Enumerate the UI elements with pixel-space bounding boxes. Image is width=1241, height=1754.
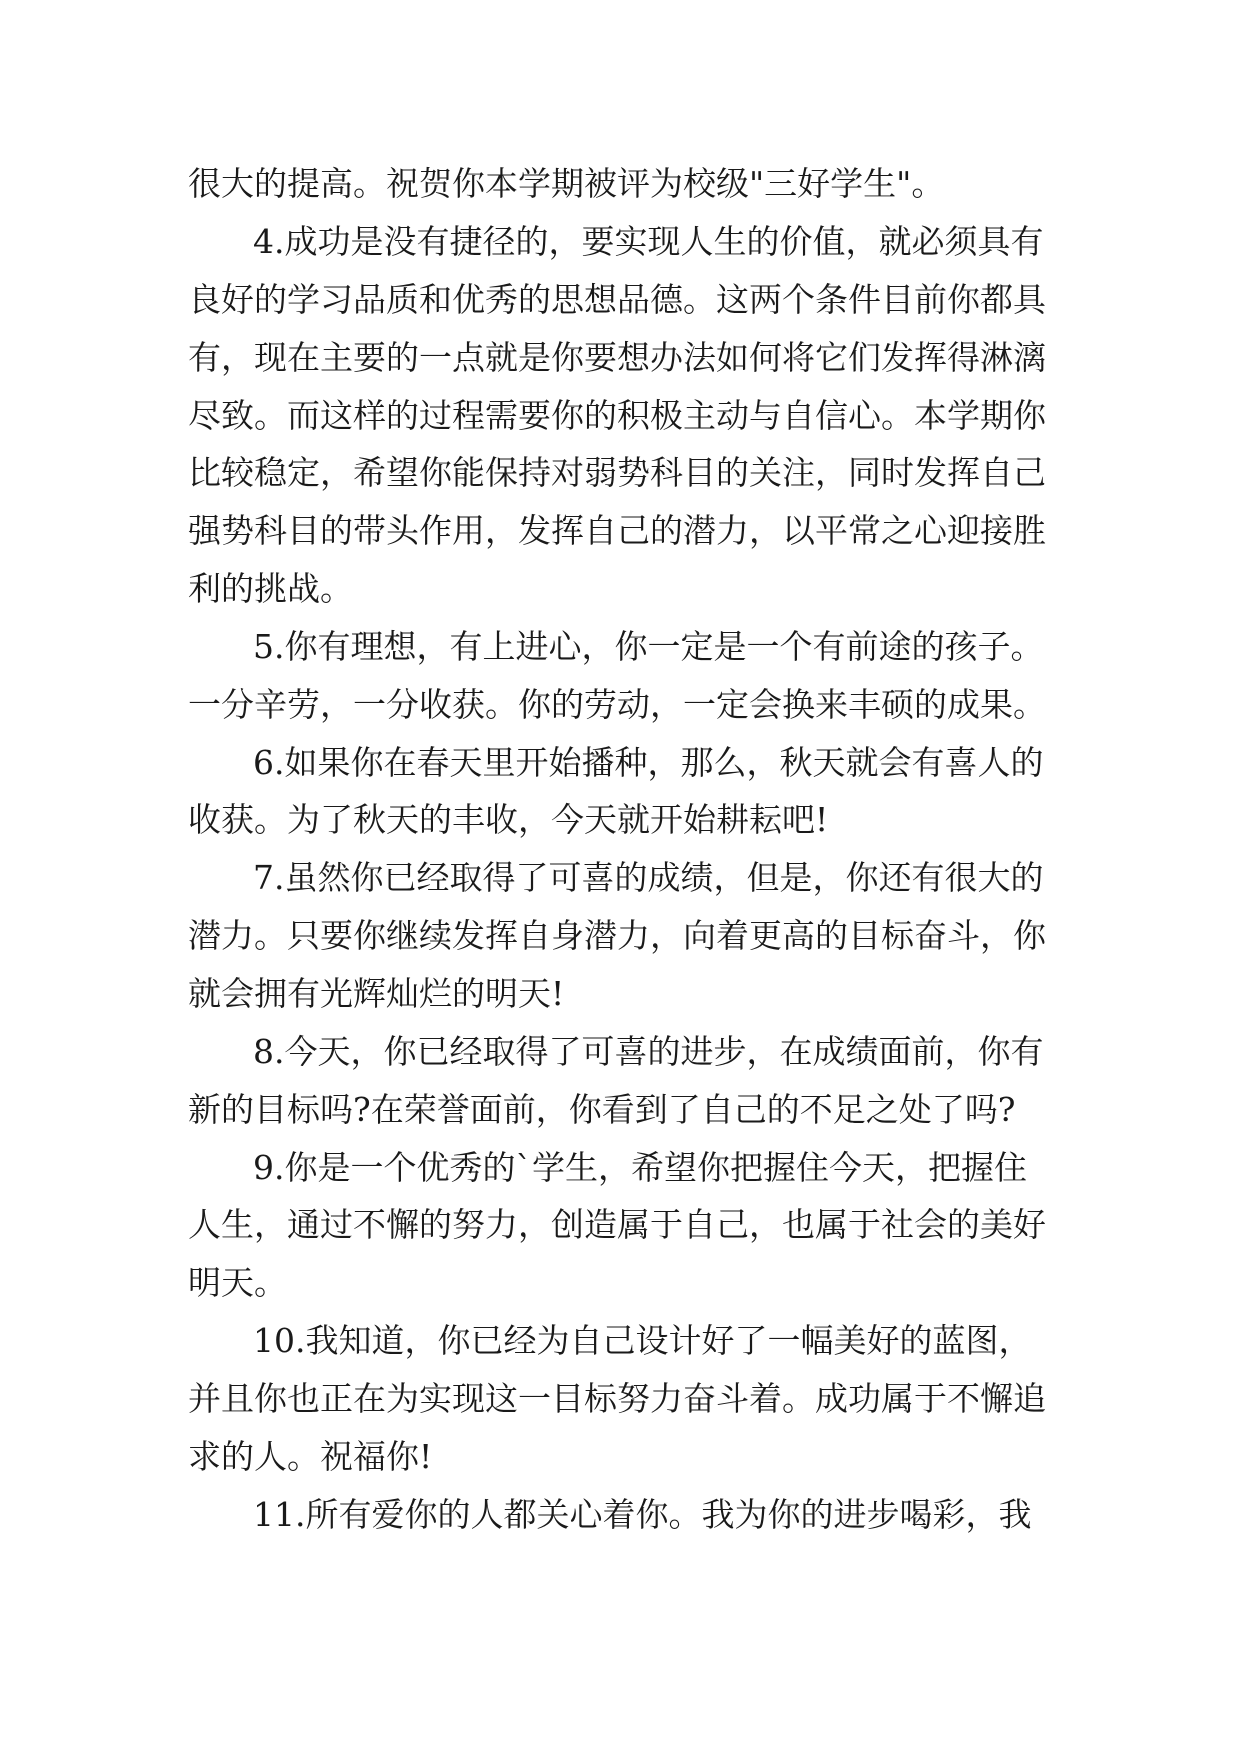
text-line: 利的挑战。 — [188, 569, 353, 608]
text-line: 有，现在主要的一点就是你要想办法如何将它们发挥得淋漓 — [188, 338, 1046, 377]
paragraph-8-start: 8.今天，你已经取得了可喜的进步，在成绩面前，你有 — [253, 1032, 1044, 1071]
text-line: 一分辛劳，一分收获。你的劳动，一定会换来丰硕的成果。 — [188, 685, 1046, 724]
text-line: 很大的提高。祝贺你本学期被评为校级"三好学生"。 — [188, 164, 945, 203]
text-line: 明天。 — [188, 1263, 287, 1302]
text-line: 人生，通过不懈的努力，创造属于自己，也属于社会的美好 — [188, 1205, 1046, 1244]
paragraph-5-start: 5.你有理想，有上进心，你一定是一个有前途的孩子。 — [253, 627, 1044, 666]
paragraph-4-start: 4.成功是没有捷径的，要实现人生的价值，就必须具有 — [253, 222, 1044, 261]
text-line: 就会拥有光辉灿烂的明天! — [188, 974, 565, 1013]
text-line: 强势科目的带头作用，发挥自己的潜力，以平常之心迎接胜 — [188, 511, 1046, 550]
paragraph-9-start: 9.你是一个优秀的`学生，希望你把握住今天，把握住 — [253, 1148, 1027, 1187]
paragraph-10-start: 10.我知道，你已经为自己设计好了一幅美好的蓝图， — [253, 1321, 1032, 1360]
text-line: 良好的学习品质和优秀的思想品德。这两个条件目前你都具 — [188, 280, 1046, 319]
text-line: 新的目标吗?在荣誉面前，你看到了自己的不足之处了吗? — [188, 1090, 1016, 1129]
text-line: 潜力。只要你继续发挥自身潜力，向着更高的目标奋斗，你 — [188, 916, 1046, 955]
paragraph-11-start: 11.所有爱你的人都关心着你。我为你的进步喝彩，我 — [253, 1495, 1032, 1534]
text-line: 收获。为了秋天的丰收，今天就开始耕耘吧! — [188, 800, 829, 839]
text-line: 求的人。祝福你! — [188, 1437, 433, 1476]
text-line: 尽致。而这样的过程需要你的积极主动与自信心。本学期你 — [188, 396, 1046, 435]
text-line: 比较稳定，希望你能保持对弱势科目的关注，同时发挥自己 — [188, 453, 1046, 492]
paragraph-7-start: 7.虽然你已经取得了可喜的成绩，但是，你还有很大的 — [253, 858, 1044, 897]
text-line: 并且你也正在为实现这一目标努力奋斗着。成功属于不懈追 — [188, 1379, 1046, 1418]
paragraph-6-start: 6.如果你在春天里开始播种，那么，秋天就会有喜人的 — [253, 743, 1044, 782]
